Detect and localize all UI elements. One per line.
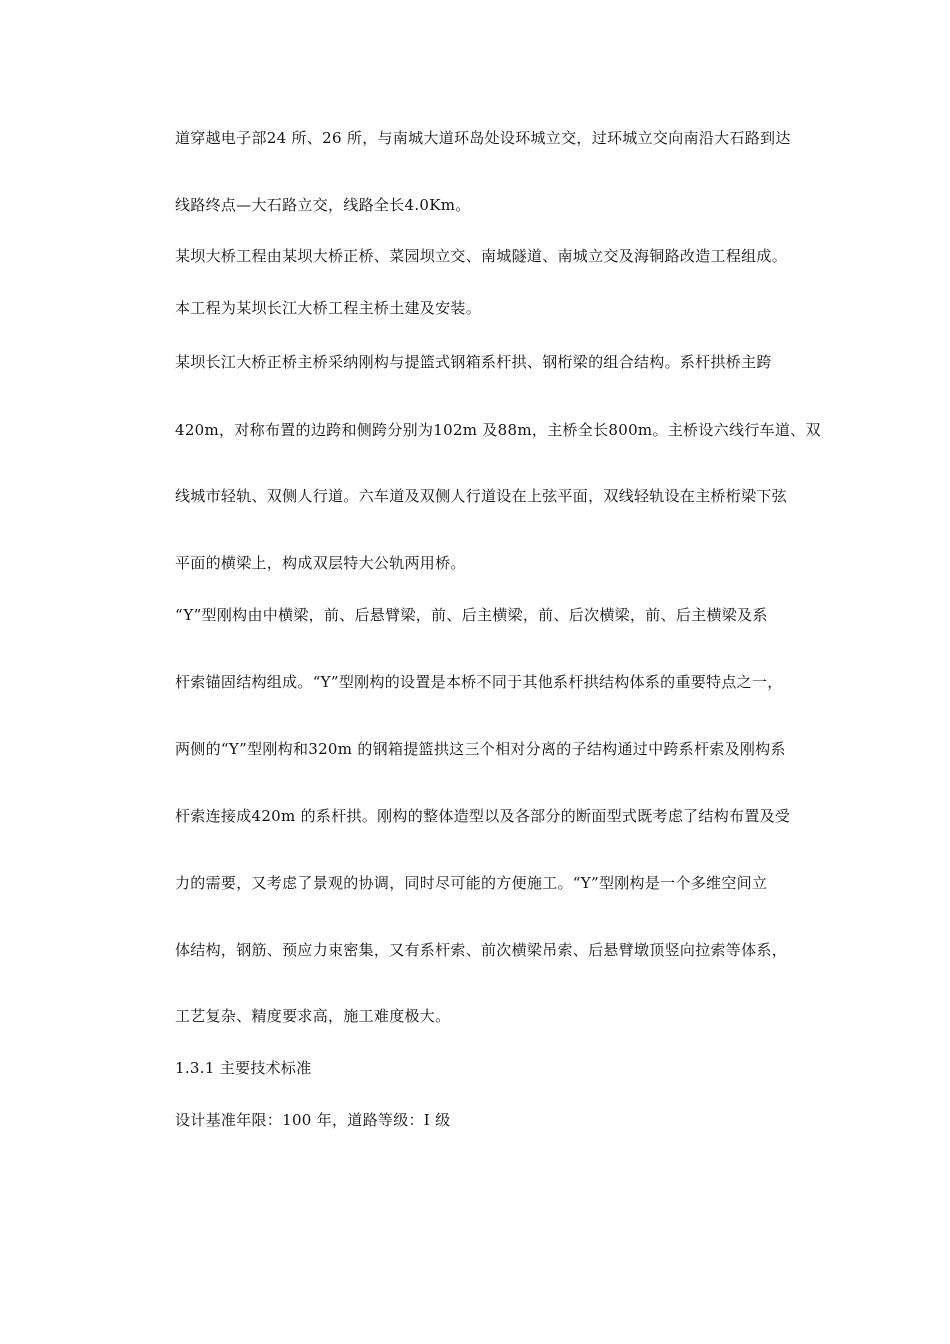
section-heading: 1.3.1 主要技术标准 — [175, 1059, 312, 1077]
text-line-4: 本工程为某坝长江大桥工程主桥土建及安装。 — [175, 299, 482, 317]
text-line-14: 体结构，钢筋、预应力束密集，又有系杆索、前次横梁吊索、后悬臂墩顶竖向拉索等体系， — [175, 941, 788, 959]
text-line-12: 杆索连接成420m 的系杆拱。刚构的整体造型以及各部分的断面型式既考虑了结构布置及受 — [175, 807, 791, 825]
text-line-2: 线路终点—大石路立交，线路全长4.0Km。 — [175, 196, 471, 214]
text-line-1: 道穿越电子部24 所、26 所，与南城大道环岛处设环城立交，过环城立交向南沿大石路到达 — [175, 129, 791, 147]
text-line-5: 某坝长江大桥正桥主桥采纳刚构与提篮式钢箱系杆拱、钢桁梁的组合结构。系杆拱桥主跨 — [175, 353, 772, 371]
text-line-8: 平面的横梁上，构成双层特大公轨两用桥。 — [175, 554, 466, 572]
text-line-13: 力的需要，又考虑了景观的协调，同时尽可能的方便施工。“Y”型刚构是一个多维空间立 — [175, 874, 768, 892]
text-line-15: 工艺复杂、精度要求高，施工难度极大。 — [175, 1007, 451, 1025]
text-line-6: 420m，对称布置的边跨和侧跨分别为102m 及88m，主桥全长800m。主桥设六线行车道、双 — [175, 421, 821, 439]
text-line-17: 设计基准年限：100 年，道路等级：I 级 — [175, 1111, 451, 1129]
text-line-7: 线城市轻轨、双侧人行道。六车道及双侧人行道设在上弦平面，双线轻轨设在主桥桁梁下弦 — [175, 487, 788, 505]
text-line-3: 某坝大桥工程由某坝大桥正桥、菜园坝立交、南城隧道、南城立交及海铜路改造工程组成。 — [175, 247, 788, 265]
text-line-11: 两侧的“Y”型刚构和320m 的钢箱提篮拱这三个相对分离的子结构通过中跨系杆索及刚构系 — [175, 740, 786, 758]
text-line-9: “Y”型刚构由中横梁，前、后悬臂梁，前、后主横梁，前、后次横梁，前、后主横梁及系 — [175, 606, 768, 624]
text-line-10: 杆索锚固结构组成。“Y”型刚构的设置是本桥不同于其他系杆拱结构体系的重要特点之一， — [175, 673, 783, 691]
